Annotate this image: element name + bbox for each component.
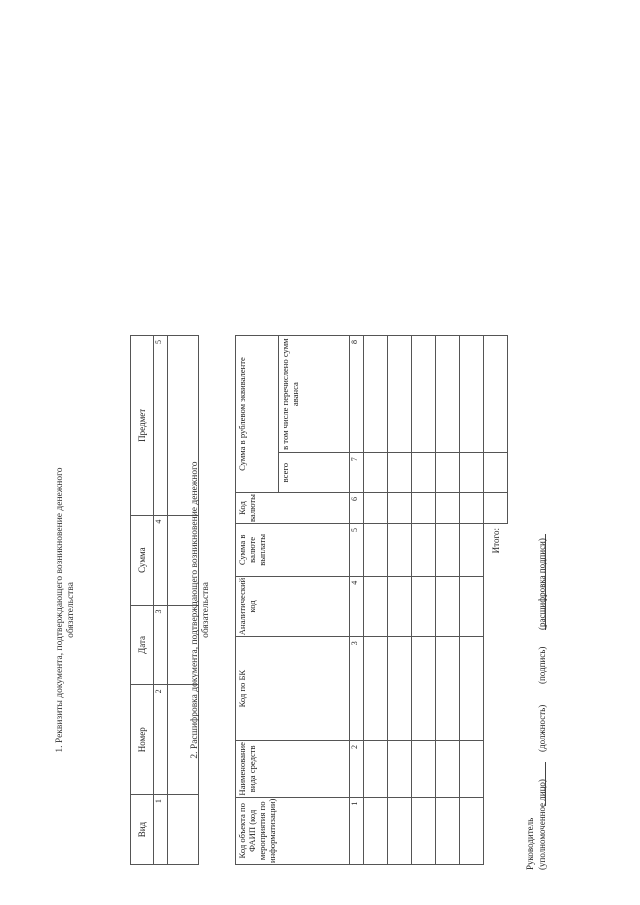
col-header-total: всего bbox=[279, 453, 350, 493]
table-cell bbox=[364, 576, 388, 636]
table-cell bbox=[484, 336, 508, 453]
table-cell bbox=[436, 797, 460, 864]
position-label: (должность) bbox=[537, 704, 547, 752]
table-cell bbox=[460, 493, 484, 524]
col-number: 4 bbox=[154, 515, 168, 605]
table-cell bbox=[364, 797, 388, 864]
col-header-object-code: Код объекта по ФАИП (код мероприятия по информатизации) bbox=[236, 797, 350, 864]
col-number: 5 bbox=[154, 336, 168, 516]
col-number: 1 bbox=[350, 797, 364, 864]
table-cell bbox=[412, 797, 436, 864]
col-number: 1 bbox=[154, 795, 168, 865]
rotated-form bbox=[55, 310, 575, 870]
itogo-label: Итого: bbox=[490, 528, 501, 554]
col-header-number: Номер bbox=[131, 685, 154, 795]
table-cell bbox=[484, 797, 508, 864]
table-cell bbox=[412, 336, 436, 453]
table-cell bbox=[460, 336, 484, 453]
table-cell bbox=[168, 795, 199, 865]
table-cell bbox=[388, 797, 412, 864]
col-header-analytic-code: Аналитический код bbox=[236, 576, 350, 636]
table-cell bbox=[436, 576, 460, 636]
signature-label: (подпись) bbox=[537, 646, 547, 684]
table-cell bbox=[412, 524, 436, 577]
col-header-currency-code: Код валюты bbox=[236, 493, 350, 524]
col-number: 6 bbox=[350, 493, 364, 524]
table-cell bbox=[436, 493, 460, 524]
col-header-rub-equivalent: Сумма в рублевом эквиваленте bbox=[236, 336, 279, 493]
table-cell bbox=[484, 741, 508, 798]
col-header-subject: Предмет bbox=[131, 336, 154, 516]
col-number: 7 bbox=[350, 453, 364, 493]
table-cell bbox=[412, 741, 436, 798]
col-number: 2 bbox=[154, 685, 168, 795]
table-cell bbox=[388, 493, 412, 524]
col-header-sum-currency: Сумма в валюте выплаты bbox=[236, 524, 350, 577]
table-cell bbox=[364, 493, 388, 524]
col-number: 2 bbox=[350, 741, 364, 798]
authorized-person-label: (уполномоченное лицо) bbox=[537, 779, 547, 870]
table-cell bbox=[364, 741, 388, 798]
table-cell bbox=[412, 637, 436, 741]
col-header-sum: Сумма bbox=[131, 515, 154, 605]
table-cell bbox=[412, 576, 436, 636]
section1-title: 1. Реквизиты документа, подтверждающего возникновение денежного обязательства bbox=[55, 467, 76, 753]
col-header-type: Вид bbox=[131, 795, 154, 865]
table-cell bbox=[364, 637, 388, 741]
table-cell bbox=[484, 576, 508, 636]
table-cell bbox=[364, 524, 388, 577]
table-cell bbox=[436, 453, 460, 493]
col-number: 8 bbox=[350, 336, 364, 453]
table-cell bbox=[460, 797, 484, 864]
table-cell bbox=[388, 524, 412, 577]
table-cell bbox=[364, 453, 388, 493]
section2-title: 2. Расшифровка документа, подтверждающего возникновение денежного обязательства bbox=[190, 461, 211, 759]
col-number: 4 bbox=[350, 576, 364, 636]
table-cell bbox=[388, 336, 412, 453]
col-header-advance: в том числе перечислено сумм аванса bbox=[279, 336, 350, 453]
table-cell bbox=[460, 741, 484, 798]
col-header-bk-code: Код по БК bbox=[236, 637, 350, 741]
col-number: 3 bbox=[154, 605, 168, 685]
signature-line bbox=[535, 762, 546, 806]
table-cell bbox=[484, 637, 508, 741]
table-cell bbox=[412, 493, 436, 524]
table-cell bbox=[484, 453, 508, 493]
table-cell bbox=[460, 576, 484, 636]
col-header-funds-type: Наименование вида средств bbox=[236, 741, 350, 798]
table-cell bbox=[436, 741, 460, 798]
document-details-table bbox=[130, 335, 199, 865]
head-label: Руководитель bbox=[525, 817, 535, 870]
col-header-date: Дата bbox=[131, 605, 154, 685]
col-number: 3 bbox=[350, 637, 364, 741]
table-cell bbox=[412, 453, 436, 493]
table-cell bbox=[436, 637, 460, 741]
table-cell bbox=[388, 637, 412, 741]
table-cell bbox=[484, 493, 508, 524]
col-number: 5 bbox=[350, 524, 364, 577]
table-cell bbox=[460, 524, 484, 577]
table-cell bbox=[388, 576, 412, 636]
decode-label: (расшифровка подписи) bbox=[537, 538, 547, 630]
table-cell bbox=[460, 637, 484, 741]
table-cell bbox=[460, 453, 484, 493]
table-cell bbox=[436, 524, 460, 577]
table-cell bbox=[388, 453, 412, 493]
table-cell bbox=[364, 336, 388, 453]
table-cell bbox=[388, 741, 412, 798]
table-cell bbox=[436, 336, 460, 453]
document-decoding-table bbox=[235, 335, 508, 865]
